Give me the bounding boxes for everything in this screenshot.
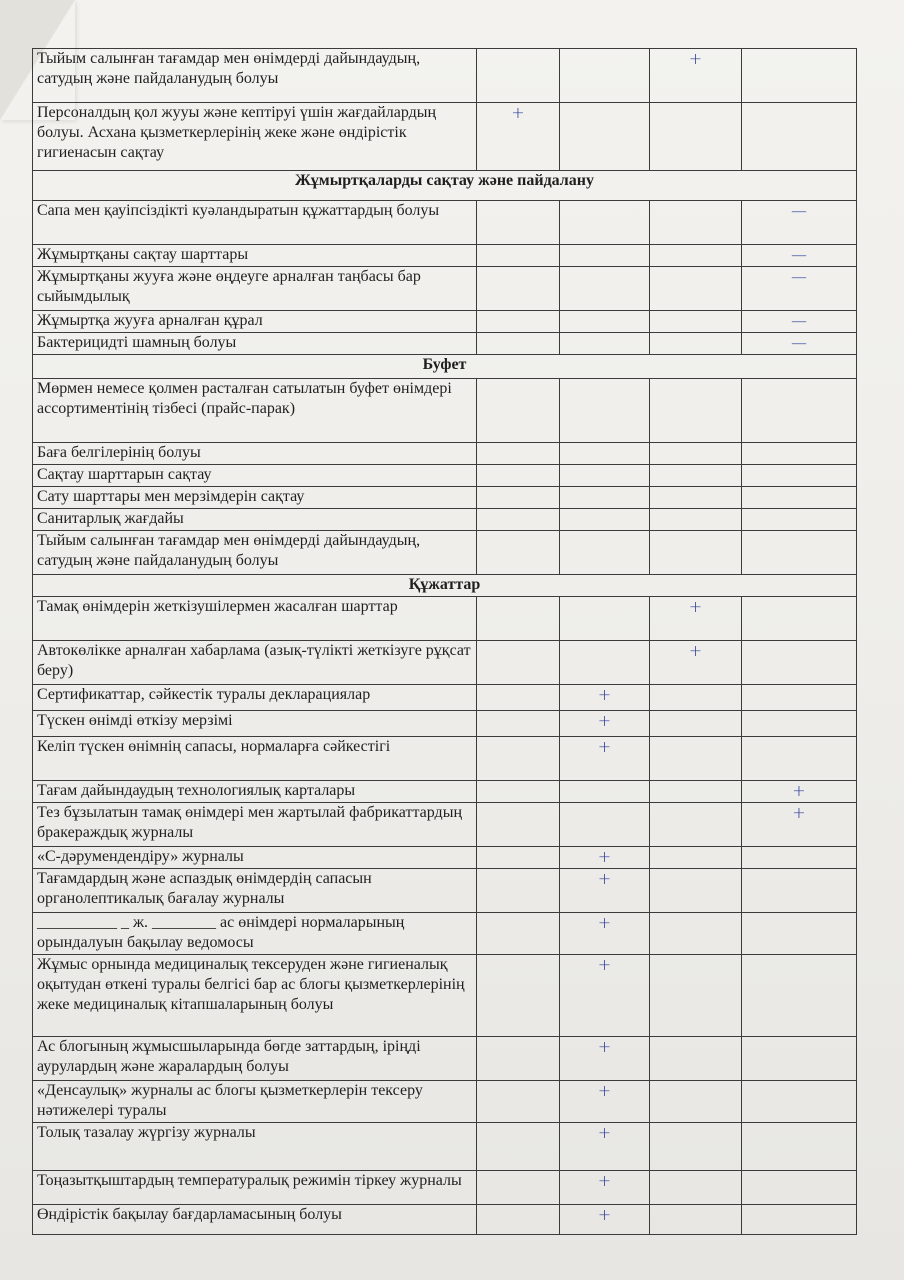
table-row (33, 201, 857, 245)
mark-cell-col-1 (477, 465, 560, 487)
table-row (33, 509, 857, 531)
mark-cell-col-3 (650, 379, 742, 443)
mark-cell-col-1 (477, 1171, 560, 1205)
section-title: Жұмыртқаларды сақтау және пайдалану (33, 171, 857, 201)
criterion-text: Жұмыртқаны сақтау шарттары (33, 245, 477, 267)
mark-cell-col-4 (742, 737, 857, 781)
criterion-text: Жұмыс орнында медициналық тексеруден және гигиеналық оқытудан өткені туралы белгісі бар ас блогы қызметкерлерінің жеке медициналық кітапшаларының болуы (33, 955, 477, 1037)
mark-cell-col-3 (650, 737, 742, 781)
criterion-text: Тағамдардың және аспаздық өнімдердің сапасын органолептикалық бағалау журналы (33, 869, 477, 913)
mark-cell-col-3 (650, 685, 742, 711)
mark-cell-col-1 (477, 487, 560, 509)
mark-cell-col-3 (650, 103, 742, 171)
mark-cell-col-4: — (742, 311, 857, 333)
mark-cell-col-2: + (560, 847, 650, 869)
criterion-text: Мөрмен немесе қолмен расталған сатылатын буфет өнімдері ассортиментінің тізбесі (прайс-парак) (33, 379, 477, 443)
mark-cell-col-2 (560, 267, 650, 311)
mark-cell-col-1 (477, 509, 560, 531)
table-row (33, 487, 857, 509)
mark-cell-col-4 (742, 531, 857, 575)
inspection-table (32, 48, 857, 1235)
mark-cell-col-4 (742, 1081, 857, 1123)
mark-cell-col-3: + (650, 597, 742, 641)
mark-cell-col-4 (742, 711, 857, 737)
table-row (33, 531, 857, 575)
mark-cell-col-2 (560, 597, 650, 641)
mark-cell-col-2: + (560, 913, 650, 955)
criterion-text: Сертификаттар, сәйкестік туралы декларациялар (33, 685, 477, 711)
section-header-row (33, 575, 857, 597)
mark-cell-col-2: + (560, 1037, 650, 1081)
criterion-text: Ас блогының жұмысшыларында бөгде заттардың, іріңді аурулардың және жаралардың болуы (33, 1037, 477, 1081)
criterion-text: Санитарлық жағдайы (33, 509, 477, 531)
mark-cell-col-3 (650, 711, 742, 737)
table-row (33, 1171, 857, 1205)
mark-cell-col-4 (742, 379, 857, 443)
table-row (33, 311, 857, 333)
mark-cell-col-1 (477, 201, 560, 245)
mark-cell-col-2 (560, 201, 650, 245)
criterion-text: Тыйым салынған тағамдар мен өнімдерді дайындаудың, сатудың және пайдаланудың болуы (33, 49, 477, 103)
mark-cell-col-3 (650, 311, 742, 333)
criterion-text: «С-дәрумендендіру» журналы (33, 847, 477, 869)
mark-cell-col-4: — (742, 333, 857, 355)
mark-cell-col-4 (742, 641, 857, 685)
mark-cell-col-1 (477, 267, 560, 311)
table-row (33, 737, 857, 781)
mark-cell-col-2: + (560, 737, 650, 781)
table-row (33, 685, 857, 711)
criterion-text: Сату шарттары мен мерзімдерін сақтау (33, 487, 477, 509)
mark-cell-col-2: + (560, 1081, 650, 1123)
mark-cell-col-3 (650, 1123, 742, 1171)
mark-cell-col-4 (742, 1037, 857, 1081)
table-row (33, 1037, 857, 1081)
criterion-text: Тез бұзылатын тамақ өнімдері мен жартылай фабрикаттардың бракераждық журналы (33, 803, 477, 847)
mark-cell-col-4: — (742, 267, 857, 311)
table-row (33, 597, 857, 641)
criterion-text: Персоналдың қол жууы және кептіруі үшін жағдайлардың болуы. Асхана қызметкерлерінің жеке және өндірістік гигиенасын сақтау (33, 103, 477, 171)
mark-cell-col-3 (650, 1081, 742, 1123)
table-row (33, 245, 857, 267)
mark-cell-col-1 (477, 711, 560, 737)
mark-cell-col-3 (650, 443, 742, 465)
criterion-text: Автокөлікке арналған хабарлама (азық-түлікті жеткізуге рұқсат беру) (33, 641, 477, 685)
mark-cell-col-1 (477, 1037, 560, 1081)
table-row (33, 465, 857, 487)
mark-cell-col-3 (650, 267, 742, 311)
mark-cell-col-4 (742, 869, 857, 913)
section-title: Құжаттар (33, 575, 857, 597)
mark-cell-col-3 (650, 487, 742, 509)
mark-cell-col-1 (477, 781, 560, 803)
mark-cell-col-3 (650, 465, 742, 487)
mark-cell-col-3 (650, 509, 742, 531)
table-row (33, 781, 857, 803)
mark-cell-col-4 (742, 103, 857, 171)
mark-cell-col-1 (477, 847, 560, 869)
mark-cell-col-1 (477, 1123, 560, 1171)
mark-cell-col-2: + (560, 685, 650, 711)
mark-cell-col-3 (650, 781, 742, 803)
criterion-text: Түскен өнімді өткізу мерзімі (33, 711, 477, 737)
mark-cell-col-1: + (477, 103, 560, 171)
criterion-text: Келіп түскен өнімнің сапасы, нормаларға сәйкестігі (33, 737, 477, 781)
mark-cell-col-1 (477, 531, 560, 575)
mark-cell-col-2 (560, 245, 650, 267)
mark-cell-col-3 (650, 333, 742, 355)
mark-cell-col-2 (560, 531, 650, 575)
mark-cell-col-1 (477, 1081, 560, 1123)
criterion-text: Өндірістік бақылау бағдарламасының болуы (33, 1205, 477, 1235)
criterion-text: Баға белгілерінің болуы (33, 443, 477, 465)
mark-cell-col-4 (742, 465, 857, 487)
mark-cell-col-4 (742, 443, 857, 465)
table-row (33, 1205, 857, 1235)
mark-cell-col-2: + (560, 1123, 650, 1171)
mark-cell-col-2 (560, 803, 650, 847)
mark-cell-col-2: + (560, 711, 650, 737)
mark-cell-col-1 (477, 737, 560, 781)
section-header-row (33, 171, 857, 201)
mark-cell-col-2 (560, 443, 650, 465)
mark-cell-col-2 (560, 49, 650, 103)
mark-cell-col-3: + (650, 49, 742, 103)
mark-cell-col-4: + (742, 781, 857, 803)
mark-cell-col-2 (560, 465, 650, 487)
mark-cell-col-1 (477, 955, 560, 1037)
mark-cell-col-1 (477, 597, 560, 641)
criterion-text: Бактерицидті шамның болуы (33, 333, 477, 355)
criterion-text: Жұмыртқа жууға арналған құрал (33, 311, 477, 333)
mark-cell-col-2: + (560, 955, 650, 1037)
mark-cell-col-3 (650, 869, 742, 913)
mark-cell-col-3 (650, 1171, 742, 1205)
mark-cell-col-4 (742, 955, 857, 1037)
mark-cell-col-2 (560, 641, 650, 685)
mark-cell-col-2: + (560, 1205, 650, 1235)
mark-cell-col-1 (477, 245, 560, 267)
mark-cell-col-1 (477, 869, 560, 913)
mark-cell-col-2 (560, 379, 650, 443)
mark-cell-col-3 (650, 531, 742, 575)
mark-cell-col-4 (742, 49, 857, 103)
mark-cell-col-4 (742, 1123, 857, 1171)
mark-cell-col-1 (477, 49, 560, 103)
mark-cell-col-3 (650, 955, 742, 1037)
table-row (33, 847, 857, 869)
criterion-text: Тоңазытқыштардың температуралық режимін тіркеу журналы (33, 1171, 477, 1205)
mark-cell-col-1 (477, 641, 560, 685)
mark-cell-col-2 (560, 103, 650, 171)
section-title: Буфет (33, 355, 857, 379)
criterion-text: Тыйым салынған тағамдар мен өнімдерді дайындаудың, сатудың және пайдаланудың болуы (33, 531, 477, 575)
mark-cell-col-1 (477, 311, 560, 333)
mark-cell-col-4 (742, 685, 857, 711)
mark-cell-col-1 (477, 803, 560, 847)
table-row (33, 955, 857, 1037)
mark-cell-col-4 (742, 913, 857, 955)
table-row (33, 1123, 857, 1171)
mark-cell-col-4: + (742, 803, 857, 847)
criterion-text: Тағам дайындаудың технологиялық карталары (33, 781, 477, 803)
mark-cell-col-2 (560, 311, 650, 333)
mark-cell-col-4 (742, 1171, 857, 1205)
mark-cell-col-4: — (742, 201, 857, 245)
mark-cell-col-1 (477, 685, 560, 711)
mark-cell-col-2: + (560, 869, 650, 913)
mark-cell-col-4 (742, 509, 857, 531)
criterion-text: Тамақ өнімдерін жеткізушілермен жасалған шарттар (33, 597, 477, 641)
criterion-text: Толық тазалау жүргізу журналы (33, 1123, 477, 1171)
mark-cell-col-2 (560, 333, 650, 355)
mark-cell-col-1 (477, 913, 560, 955)
mark-cell-col-4 (742, 487, 857, 509)
mark-cell-col-3 (650, 847, 742, 869)
table-row (33, 379, 857, 443)
table-row (33, 641, 857, 685)
criterion-text: Сақтау шарттарын сақтау (33, 465, 477, 487)
table-row (33, 443, 857, 465)
table-row (33, 869, 857, 913)
table-row (33, 711, 857, 737)
criterion-text: Сапа мен қауіпсіздікті куәландыратын құжаттардың болуы (33, 201, 477, 245)
mark-cell-col-3 (650, 201, 742, 245)
mark-cell-col-2: + (560, 1171, 650, 1205)
mark-cell-col-3 (650, 245, 742, 267)
table-row (33, 267, 857, 311)
mark-cell-col-1 (477, 379, 560, 443)
mark-cell-col-2 (560, 509, 650, 531)
mark-cell-col-3: + (650, 641, 742, 685)
mark-cell-col-3 (650, 913, 742, 955)
mark-cell-col-4 (742, 847, 857, 869)
mark-cell-col-4 (742, 1205, 857, 1235)
section-header-row (33, 355, 857, 379)
mark-cell-col-1 (477, 1205, 560, 1235)
mark-cell-col-2 (560, 487, 650, 509)
table-row (33, 333, 857, 355)
table-row (33, 803, 857, 847)
mark-cell-col-1 (477, 333, 560, 355)
criterion-text: «Денсаулық» журналы ас блогы қызметкерлерін тексеру нәтижелері туралы (33, 1081, 477, 1123)
mark-cell-col-2 (560, 781, 650, 803)
mark-cell-col-1 (477, 443, 560, 465)
criterion-text: Жұмыртқаны жууға және өңдеуге арналған таңбасы бар сыйымдылық (33, 267, 477, 311)
mark-cell-col-3 (650, 1205, 742, 1235)
mark-cell-col-3 (650, 803, 742, 847)
mark-cell-col-4 (742, 597, 857, 641)
mark-cell-col-4: — (742, 245, 857, 267)
mark-cell-col-3 (650, 1037, 742, 1081)
table-row (33, 1081, 857, 1123)
table-row (33, 913, 857, 955)
criterion-text: __________ _ ж. ________ ас өнімдері нормаларының орындалуын бақылау ведомосы (33, 913, 477, 955)
table-row (33, 103, 857, 171)
table-row (33, 49, 857, 103)
